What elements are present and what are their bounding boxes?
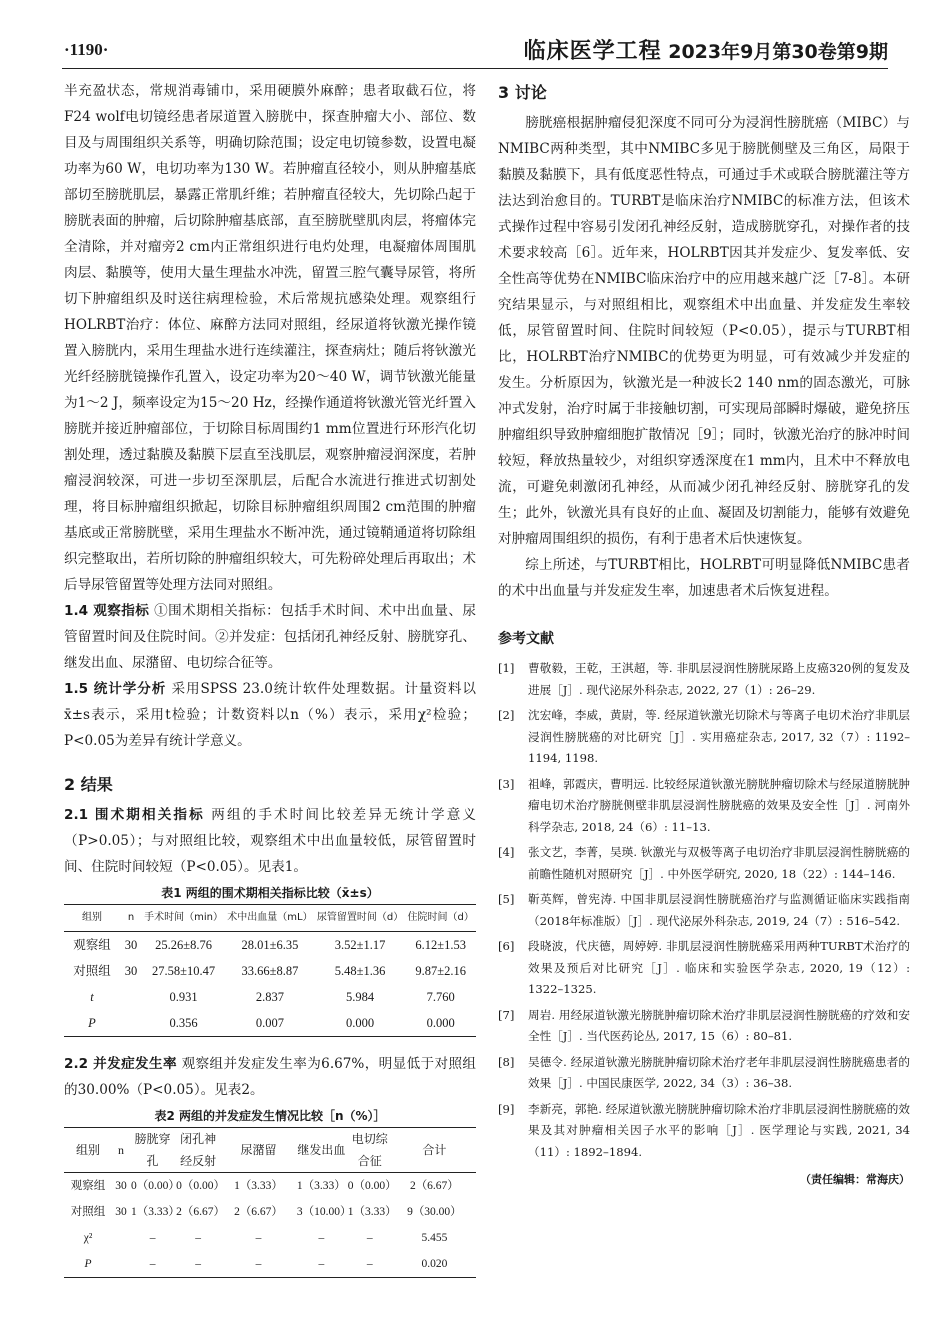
table-cell (112, 1251, 130, 1278)
section-1-4-text: ①围术期相关指标：包括手术时间、术中出血量、尿管留置时间及住院时间。②并发症：包括闭孔神经反射、膀胱穿孔、继发出血、尿潴留、电切综合征等。 (64, 603, 476, 671)
table-cell: – (255, 1258, 262, 1270)
reference-number: [7] (498, 1007, 515, 1022)
table-cell: – (255, 1232, 262, 1244)
references-heading: 参考文献 (498, 631, 554, 647)
left-column (64, 78, 476, 1278)
table-1-header-cell: n (127, 912, 135, 923)
table-1-header-cell: 住院时间（d） (407, 912, 474, 923)
discussion-paragraph-2: 综上所述，与TURBT相比，HOLRBT可明显降低NMIBC患者的术中出血量与并发症发生率，加速患者术后恢复进程。 (498, 557, 910, 599)
reference-item (498, 842, 910, 885)
section-2-2-heading: 2.2 并发症发生率 (64, 1056, 177, 1072)
table-row (64, 958, 476, 984)
reference-item (498, 1099, 910, 1164)
table-cell: 7.760 (426, 990, 455, 1004)
section-1-4-heading: 1.4 观察指标 (64, 603, 150, 619)
table-cell: 33.66±8.87 (241, 964, 299, 978)
reference-number: [6] (498, 939, 515, 953)
table-cell: – (149, 1258, 156, 1270)
table-cell: 2（6.67） (234, 1206, 283, 1218)
table-cell: 28.01±6.35 (241, 938, 299, 952)
table-cell: 25.26±8.76 (155, 938, 212, 952)
table-2-header-cell: n (118, 1143, 124, 1157)
table-cell: 30 (115, 1206, 127, 1218)
table-cell: 对照组 (70, 1206, 106, 1218)
table-2-header-row (64, 1128, 476, 1173)
table-1-header-cell: 组别 (82, 912, 102, 923)
table-cell: – (318, 1232, 325, 1244)
right-column (498, 78, 910, 1193)
table-row (64, 932, 476, 959)
reference-text: 曹敬毅，王乾，王淇超，等. 非肌层浸润性膀胱尿路上皮癌320例的复发及进展［J］. 现代泌尿外科杂志, 2022, 27（1）: 26–29. (528, 661, 910, 697)
table-2 (64, 1127, 476, 1278)
reference-text: 段晓波，代庆德，周婷婷. 非肌层浸润性膀胱癌采用两种TURBT术治疗的效果及预后对比研究［J］. 临床和实验医学杂志, 2020, 19（12）: 1322–1325. (528, 939, 910, 996)
reference-number: [4] (498, 845, 515, 859)
table-cell: 观察组 (73, 938, 111, 952)
table-cell: 30 (124, 938, 138, 952)
table-cell: – (366, 1258, 373, 1270)
reference-text: 张文艺，李菁，吴瑛. 钬激光与双极等离子电切治疗非肌层浸润性膀胱癌的前瞻性随机对照研究［J］. 中外医学研究, 2020, 18（22）: 144–146. (528, 845, 910, 881)
table-row (64, 1225, 476, 1251)
table-cell: 0.931 (169, 990, 198, 1004)
reference-number: [1] (498, 661, 515, 675)
table-cell: 对照组 (73, 964, 111, 978)
reference-text: 吴德令. 经尿道钬激光膀胱肿瘤切除术治疗老年非肌层浸润性膀胱癌患者的效果［J］. 中国民康医学, 2022, 34（3）: 36–38. (528, 1054, 910, 1090)
table-2-header-cell: 膀胱穿孔 (134, 1132, 171, 1168)
reference-item (498, 705, 910, 770)
table-cell: 30 (115, 1180, 127, 1192)
table-cell: 0.356 (169, 1016, 198, 1030)
section-2-1 (64, 802, 476, 880)
table-1-caption: 表1 两组的围术期相关指标比较（x̄±s） (161, 886, 379, 900)
table-cell: 27.58±10.47 (152, 964, 216, 978)
table-cell: 2（6.67） (176, 1206, 225, 1218)
table-row (64, 1251, 476, 1278)
references-list (498, 658, 910, 1163)
journal-header (524, 34, 888, 65)
table-cell (112, 1225, 130, 1251)
methods-continued-paragraph: 半充盈状态，常规消毒铺巾，采用硬膜外麻醉；患者取截石位，将F24 wolf电切镜经患者尿道置入膀胱中，探查肿瘤大小、部位、数目及与周围组织关系等，明确切除范围；设定电切镜参数，设置电凝功率为60 W，电切功率为130 W。若肿瘤直径较小，则从肿瘤基底部切至膀胱肌层，暴露正常肌纤维；若肿瘤直径较大，先切除凸起于膀胱表面的肿瘤，后切除肿瘤基底部，直至膀胱壁肌肉层，将瘤体完全清除，并对瘤旁2 cm内正常组织进行电灼处理，电凝瘤体周围肌肉层、黏膜等，使用大量生理盐水冲洗，留置三腔气囊导尿管，将所切下肿瘤组织及时送往病理检验，术后常规抗感染处理。观察组行HOLRBT治疗：体位、麻醉方法同对照组，经尿道将钬激光操作镜置入膀胱内，采用生理盐水进行连续灌注，探查病灶；随后将钬激光光纤经膀胱镜操作孔置入，设定功率为20～40 W，调节钬激光能量为1～2 J，频率设定为15～20 Hz，经操作通道将钬激光管光纤置入膀胱并接近肿瘤部位，于切除目标周围约1 mm位置进行环形汽化切割处理，透过黏膜及黏膜下层直至浅肌层，观察肿瘤浸润深度，若肿瘤浸润较深，可进一步切至深肌层，后配合水流进行推进式切割处理，将目标肿瘤组织掀起，切除目标肿瘤组织周围2 cm范围的肿瘤基底或正常膀胱壁，采用生理盐水不断冲洗，通过镜鞘通道将切除组织完整取出，若所切除的肿瘤组织较大，可先粉碎处理后再取出；术后导尿管留置等处理方法同对照组。 (64, 83, 476, 593)
table-2-header-cell: 继发出血 (297, 1143, 346, 1157)
table-cell: 3.52±1.17 (334, 938, 386, 952)
table-cell (120, 1010, 142, 1037)
table-cell: 观察组 (70, 1180, 106, 1192)
table-2-header-cell: 电切综合征 (351, 1132, 388, 1168)
reference-text: 沈宏峰，李威，黄尉，等. 经尿道钬激光切除术与等离子电切术治疗非肌层浸润性膀胱癌的对比研究［J］. 实用癌症杂志, 2017, 32（7）: 1192–1194, 1198. (528, 708, 910, 765)
table-cell: 0（0.00） (131, 1180, 180, 1192)
table-2-caption: 表2 两组的并发症发生情况比较［n（%）］ (154, 1109, 386, 1123)
table-row (64, 1173, 476, 1200)
reference-number: [8] (498, 1054, 515, 1069)
table-2-header-cell: 尿潴留 (240, 1143, 277, 1157)
table-cell: 2（6.67） (409, 1180, 459, 1192)
table-cell: 1（3.33） (234, 1180, 283, 1192)
reference-number: [2] (498, 708, 515, 722)
journal-issue: 2023年9月第30卷第9期 (668, 41, 888, 63)
table-cell: 3（10.00） (296, 1206, 352, 1218)
table-cell: 9（30.00） (407, 1206, 462, 1218)
reference-item (498, 889, 910, 932)
section-2-1-text: 两组的手术时间比较差异无统计学意义（P>0.05）；与对照组比较，观察组术中出血量较低，尿管留置时间、住院时间较短（P<0.05）。见表1。 (64, 807, 477, 875)
table-cell: 5.455 (421, 1232, 448, 1244)
reference-item (498, 936, 910, 1001)
table-cell: P (84, 1258, 92, 1270)
table-cell (120, 984, 142, 1010)
table-row (64, 1010, 476, 1037)
section-2-2 (64, 1051, 476, 1103)
table-cell: 5.48±1.36 (334, 964, 386, 978)
table-1-header-cell: 尿管留置时间（d） (316, 912, 404, 923)
table-cell: 0.000 (426, 1016, 455, 1030)
table-cell: 1（3.33） (296, 1180, 346, 1192)
table-1-header-cell: 手术时间（min） (144, 912, 223, 923)
table-cell: t (90, 990, 94, 1004)
table-cell: – (195, 1258, 201, 1270)
reference-item (498, 1005, 910, 1048)
discussion-paragraph-1: 膀胱癌根据肿瘤侵犯深度不同可分为浸润性膀胱癌（MIBC）与NMIBC两种类型，其中NMIBC多见于膀胱侧壁及三角区，局限于黏膜及黏膜下，具有低度恶性特点，可通过手术或联合膀胱灌注等方法达到治愈目的。TURBT是临床治疗NMIBC的标准方法，但该术式操作过程中容易引发闭孔神经反射，造成膀胱穿孔，对操作者的技术要求较高［6］。近年来，HOLRBT因其并发症少、复发率低、安全性高等优势在NMIBC临床治疗中的应用越来越广泛［7-8］。本研究结果显示，与对照组相比，观察组术中出血量、并发症发生率较低，尿管留置时间、住院时间较短（P<0.05），提示与TURBT相比，HOLRBT治疗NMIBC的优势更为明显，可有效减少并发症的发生。分析原因为，钬激光是一种波长2 140 nm的固态激光，可脉冲式发射，治疗时属于非接触切割，可实现局部瞬时爆破，避免挤压肿瘤组织导致肿瘤细胞扩散情况［9］；同时，钬激光治疗的脉冲时间较短，释放热量较少，对组织穿透深度在1 mm内，且术中不释放电流，可避免刺激闭孔神经，从而减少闭孔神经反射、膀胱穿孔的发生；此外，钬激光具有良好的止血、凝固及切割能力，能够有效避免对肿瘤周围组织的损伤，有利于患者术后快速恢复。 (498, 115, 910, 547)
section-2-1-heading: 2.1 围术期相关指标 (64, 807, 205, 823)
reference-text: 祖峰，郭霞庆，曹明远. 比较经尿道钬激光膀胱肿瘤切除术与经尿道膀胱肿瘤电切术治疗膀胱侧壁非肌层浸润性膀胱癌的效果及安全性［J］. 河南外科学杂志, 2018, 24（6）: 11–13. (528, 776, 910, 834)
table-cell: 0.000 (346, 1016, 375, 1030)
table-cell: – (318, 1258, 325, 1270)
section-1-4 (64, 598, 476, 676)
table-1-header-cell: 术中出血量（mL） (227, 912, 313, 923)
reference-number: [5] (498, 892, 515, 906)
reference-number: [9] (498, 1101, 515, 1116)
table-cell: – (195, 1232, 201, 1244)
table-cell: 30 (124, 964, 138, 978)
reference-item (498, 658, 910, 701)
table-1 (64, 904, 476, 1037)
table-cell: 0.020 (421, 1258, 448, 1270)
table-2-header-cell: 组别 (75, 1143, 100, 1157)
table-2-header-cell: 闭孔神经反射 (180, 1132, 217, 1168)
table-cell: P (88, 1016, 96, 1030)
table-cell: 1（3.33） (347, 1206, 397, 1218)
table-cell: 9.87±2.16 (415, 964, 466, 978)
section-2-2-text: 观察组并发症发生率为6.67%，明显低于对照组的30.00%（P<0.05）。见表2。 (64, 1056, 476, 1098)
section-1-5-text: 采用SPSS 23.0统计软件处理数据。计量资料以x̄±s表示，采用t检验；计数资料以n（%）表示，采用χ²检验；P<0.05为差异有统计学意义。 (64, 681, 477, 749)
section-1-5 (64, 676, 476, 754)
page-number: ·1190· (64, 40, 109, 59)
reference-text: 周岩. 用经尿道钬激光膀胱肿瘤切除术治疗非肌层浸润性膀胱癌的疗效和安全性［J］. 当代医药论丛, 2017, 15（6）: 80–81. (528, 1007, 910, 1043)
header-rule (62, 68, 888, 69)
table-cell: 2.837 (255, 990, 284, 1004)
reference-text: 靳英辉，曾宪涛. 中国非肌层浸润性膀胱癌治疗与监测循证临床实践指南（2018年标准版）［J］. 现代泌尿外科杂志, 2019, 24（7）: 516–542. (528, 892, 910, 928)
reference-item (498, 1052, 910, 1095)
table-2-header-cell: 合计 (422, 1143, 447, 1157)
section-1-5-heading: 1.5 统计学分析 (64, 681, 167, 697)
table-row (64, 984, 476, 1010)
table-cell: – (149, 1232, 156, 1244)
table-cell: 0.007 (255, 1016, 284, 1030)
table-cell: 6.12±1.53 (415, 938, 466, 952)
responsible-editor: （责任编辑：常海庆） (800, 1173, 910, 1186)
reference-number: [3] (498, 776, 515, 791)
table-cell: χ² (83, 1232, 93, 1244)
table-cell: 0（0.00） (176, 1180, 225, 1192)
table-1-header-row (64, 905, 476, 932)
table-cell: – (366, 1232, 373, 1244)
table-cell: 0（0.00） (347, 1180, 397, 1192)
table-cell: 1（3.33） (131, 1206, 180, 1218)
reference-item (498, 774, 910, 839)
section-3-heading: 3 讨论 (498, 83, 547, 102)
reference-text: 李新亮，郭艳. 经尿道钬激光膀胱肿瘤切除术治疗非肌层浸润性膀胱癌的效果及其对肿瘤相关因子水平的影响［J］. 医学理论与实践, 2021, 34（11）: 1892–1894. (528, 1101, 910, 1159)
section-2-heading: 2 结果 (64, 775, 113, 794)
journal-name: 临床医学工程 (523, 39, 662, 64)
table-row (64, 1199, 476, 1225)
table-cell: 5.984 (346, 990, 375, 1004)
